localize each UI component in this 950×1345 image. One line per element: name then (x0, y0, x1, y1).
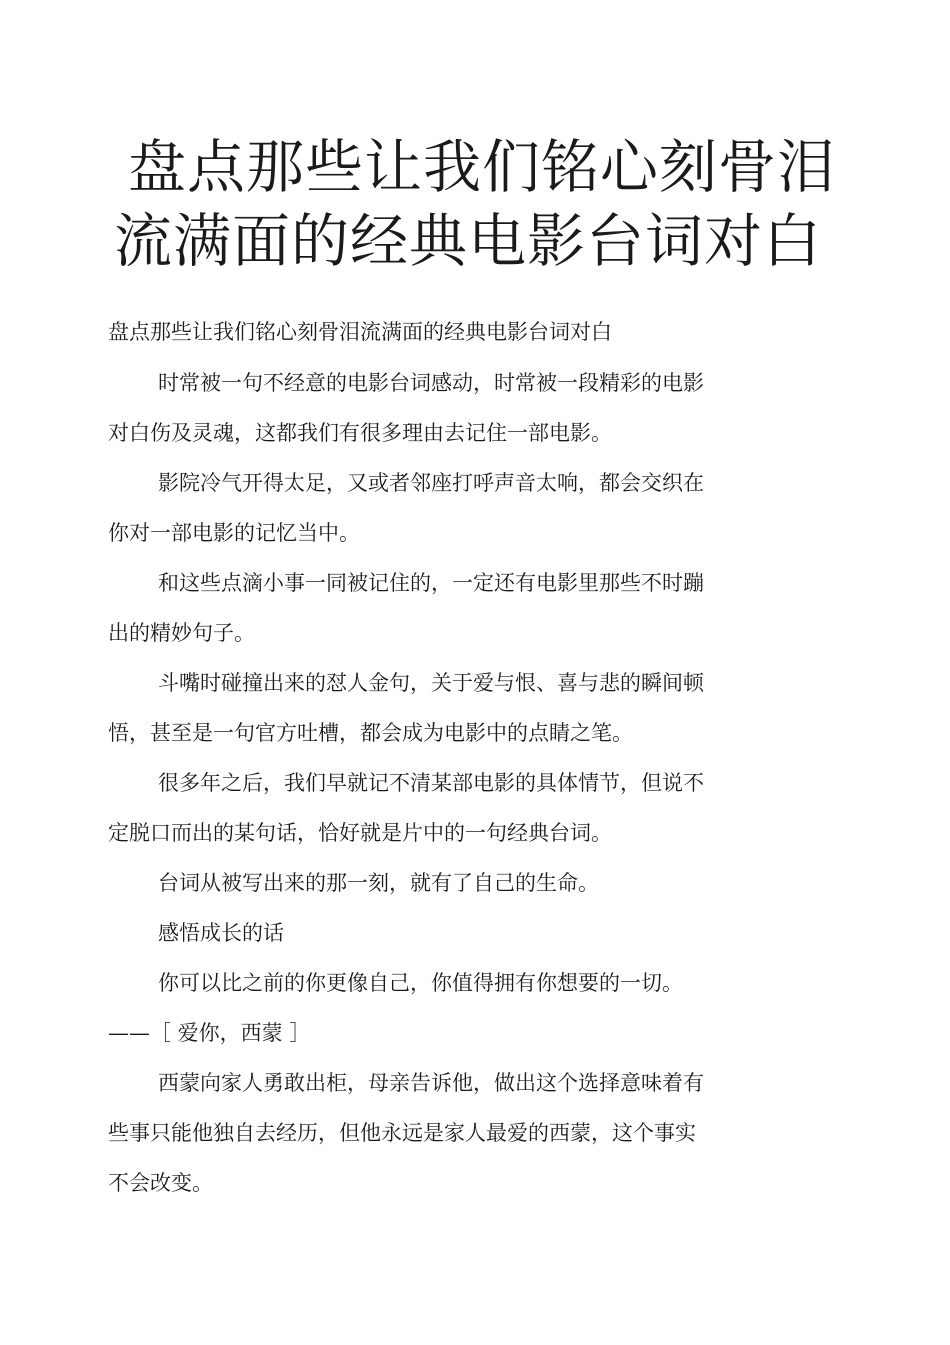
subtitle-line: 盘点那些让我们铭心刻骨泪流满面的经典电影台词对白 (108, 320, 612, 344)
document-title-line-1: 盘点那些让我们铭心刻骨泪 (127, 133, 836, 201)
paragraph-line: 很多年之后，我们早就记不清某部电影的具体情节，但说不 (158, 771, 704, 795)
section-heading: 感悟成长的话 (158, 921, 284, 945)
quote-line: 你可以比之前的你更像自己，你值得拥有你想要的一切。 (158, 971, 683, 995)
paragraph-line: 对白伤及灵魂，这都我们有很多理由去记住一部电影。 (108, 421, 612, 445)
paragraph-line: 时常被一句不经意的电影台词感动，时常被一段精彩的电影 (158, 371, 704, 395)
paragraph-line: 台词从被写出来的那一刻，就有了自己的生命。 (158, 871, 599, 895)
paragraph-line: 悟，甚至是一句官方吐槽，都会成为电影中的点睛之笔。 (108, 721, 633, 745)
paragraph-line: 定脱口而出的某句话，恰好就是片中的一句经典台词。 (108, 821, 612, 845)
paragraph-line: 西蒙向家人勇敢出柜，母亲告诉他，做出这个选择意味着有 (158, 1071, 704, 1095)
quote-source: ——［ 爱你，西蒙 ］ (108, 1021, 311, 1045)
paragraph-line: 斗嘴时碰撞出来的怼人金句，关于爱与恨、喜与悲的瞬间顿 (158, 671, 704, 695)
paragraph-line: 影院冷气开得太足，又或者邻座打呼声音太响，都会交织在 (158, 471, 704, 495)
paragraph-line: 些事只能他独自去经历，但他永远是家人最爱的西蒙，这个事实 (108, 1121, 696, 1145)
paragraph-line: 和这些点滴小事一同被记住的，一定还有电影里那些不时蹦 (158, 571, 704, 595)
paragraph-line: 出的精妙句子。 (108, 621, 255, 645)
paragraph-line: 你对一部电影的记忆当中。 (108, 521, 360, 545)
document-title-line-2: 流满面的经典电影台词对白 (113, 207, 822, 275)
paragraph-line: 不会改变。 (108, 1171, 213, 1195)
